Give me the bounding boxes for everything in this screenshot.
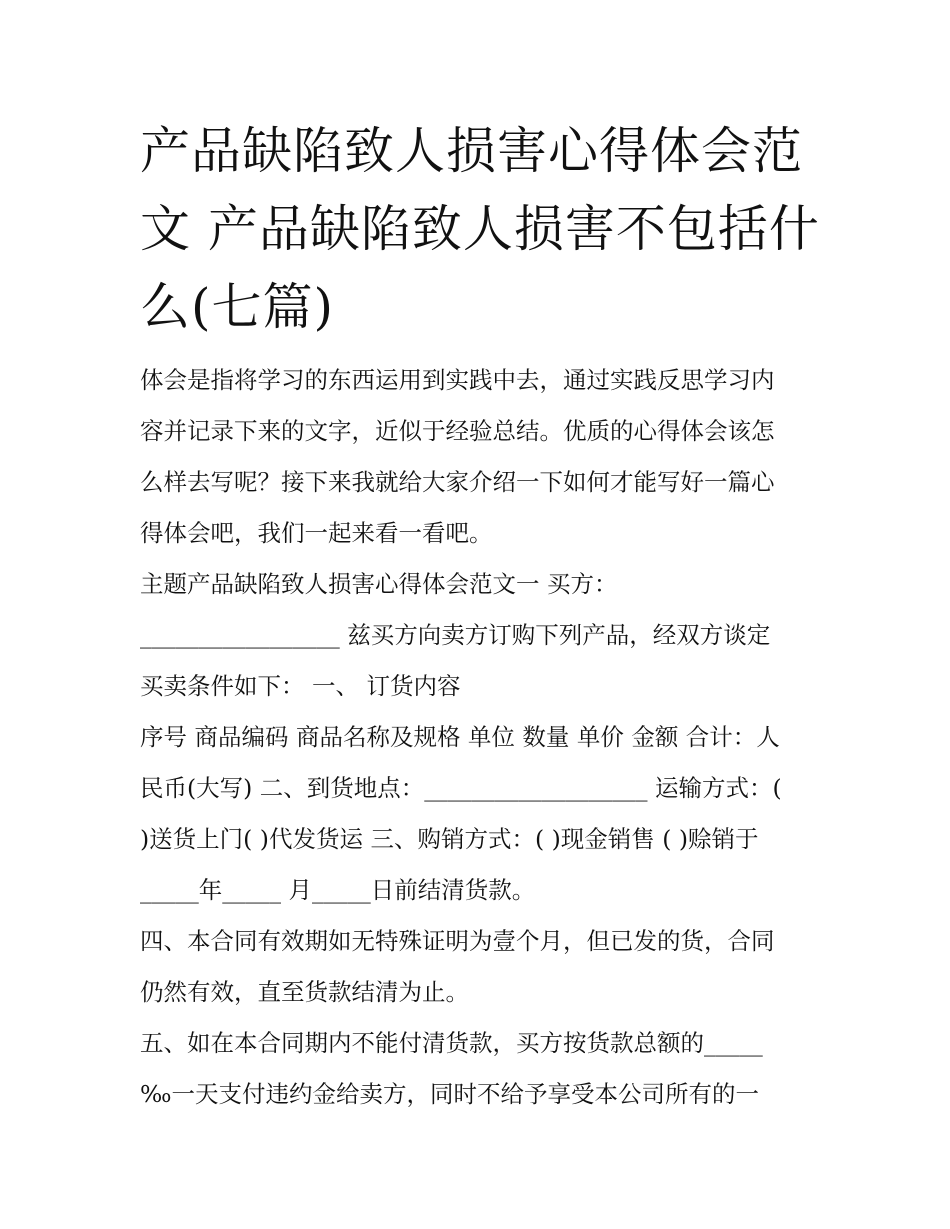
body-line: 四、本合同有效期如无特殊证明为壹个月，但已发的货，合同 [140, 927, 775, 955]
body-line: )送货上门( )代发货运 三、购销方式：( )现金销售 ( )赊销于 [140, 825, 759, 853]
body-line: 得体会吧，我们一起来看一看吧。 [140, 519, 493, 547]
body-line: 容并记录下来的文字，近似于经验总结。优质的心得体会该怎 [140, 417, 775, 445]
body-line: 民币(大写) 二、到货地点：___________________ 运输方式：( [140, 774, 782, 802]
title-line: 文 产品缺陷致人损害不包括什 [140, 200, 820, 258]
body-line: ‰一天支付违约金给卖方，同时不给予享受本公司所有的一 [140, 1080, 760, 1108]
document-body [140, 355, 830, 1120]
body-line: _________________ 兹买方向卖方订购下列产品，经双方谈定 [140, 621, 771, 649]
body-line: 体会是指将学习的东西运用到实践中去，通过实践反思学习内 [140, 366, 775, 394]
body-line: _____年_____ 月_____日前结清货款。 [140, 876, 536, 904]
body-line: 五、如在本合同期内不能付清货款，买方按货款总额的_____ [140, 1029, 763, 1057]
body-line: 序号 商品编码 商品名称及规格 单位 数量 单价 金额 合计：人 [140, 723, 780, 751]
body-line: 仍然有效，直至货款结清为止。 [140, 978, 469, 1006]
title-line: 产品缺陷致人损害心得体会范 [140, 122, 803, 180]
document-title [140, 112, 820, 346]
body-line: 主题产品缺陷致人损害心得体会范文一 买方： [140, 570, 618, 598]
title-line: 么(七篇) [140, 278, 335, 336]
body-line: 买卖条件如下： 一、 订货内容 [140, 672, 461, 700]
body-line: 么样去写呢？接下来我就给大家介绍一下如何才能写好一篇心 [140, 468, 775, 496]
